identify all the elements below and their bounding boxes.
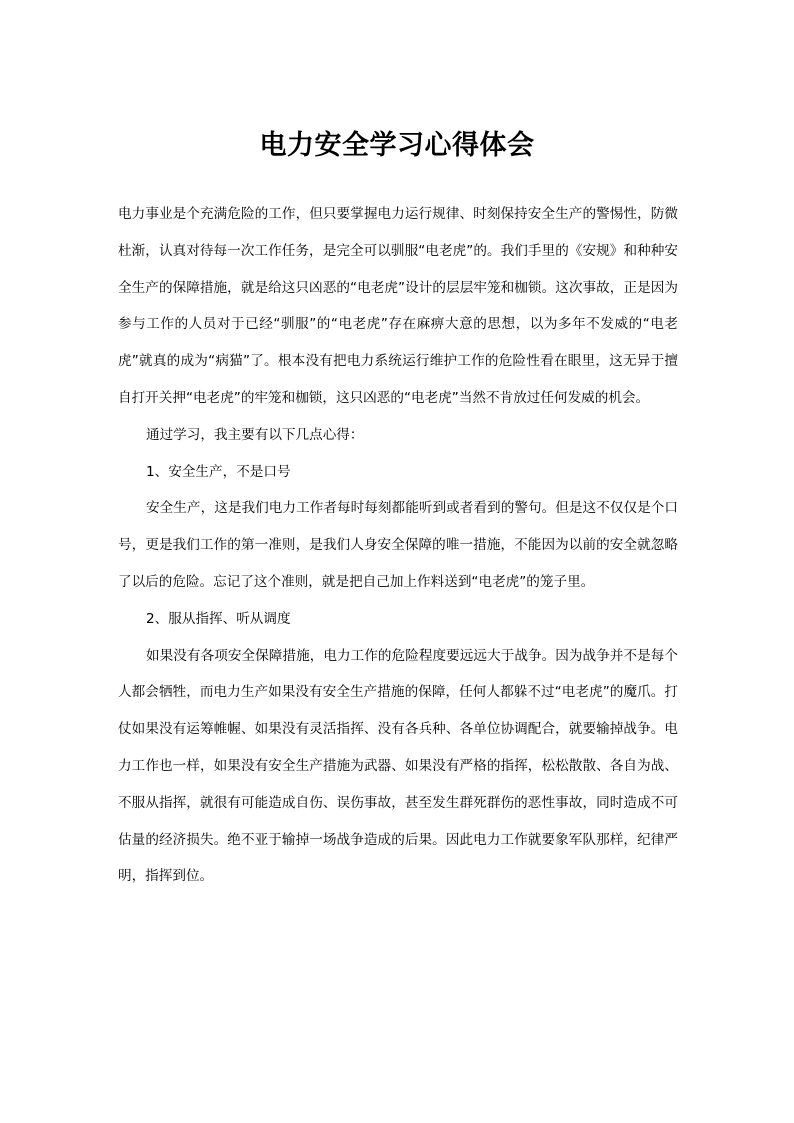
section-heading-2: 2、服从指挥、听从调度	[146, 610, 291, 627]
document-title: 电力安全学习心得体会	[259, 130, 535, 161]
paragraph-section-1: 安全生产，这是我们电力工作者每时每刻都能听到或者看到的警句。但是这不仅仅是个口号，更是我们工作的第一准则，是我们人身安全保障的唯一措施，不能因为以前的安全就忽略了以后的危险。忘记了这个准则，就是把自己加上作料送到“电老虎”的笼子里。	[118, 500, 678, 590]
paragraph-lead: 通过学习，我主要有以下几点心得：	[146, 426, 364, 443]
section-heading-1: 1、安全生产，不是口号	[146, 463, 291, 480]
paragraph-section-2: 如果没有各项安全保障措施，电力工作的危险程度要远远大于战争。因为战争并不是每个人都会牺牲，而电力生产如果没有安全生产措施的保障，任何人都躲不过“电老虎”的魔爪。打仗如果没有运筹帷幄、如果没有灵活指挥、没有各兵种、各单位协调配合，就要输掉战争。电力工作也一样，如果没有安全生产措施为武器、如果没有严格的指挥，松松散散、各自为战、不服从指挥，就很有可能造成自伤、误伤事故，甚至发生群死群伤的恶性事故，同时造成不可估量的经济损失。绝不亚于输掉一场战争造成的后果。因此电力工作就要象军队那样，纪律严明，指挥到位。	[118, 647, 678, 885]
document-body	[118, 196, 678, 895]
paragraph-intro: 电力事业是个充满危险的工作，但只要掌握电力运行规律、时刻保持安全生产的警惕性，防微杜渐，认真对待每一次工作任务，是完全可以驯服“电老虎”的。我们手里的《安规》和种种安全生产的保障措施，就是给这只凶恶的“电老虎”设计的层层牢笼和枷锁。这次事故，正是因为参与工作的人员对于已经“驯服”的“电老虎”存在麻痹大意的思想，以为多年不发威的“电老虎”就真的成为“病猫”了。根本没有把电力系统运行维护工作的危险性看在眼里，这无异于擅自打开关押“电老虎”的牢笼和枷锁，这只凶恶的“电老虎”当然不肯放过任何发威的机会。	[118, 206, 678, 406]
